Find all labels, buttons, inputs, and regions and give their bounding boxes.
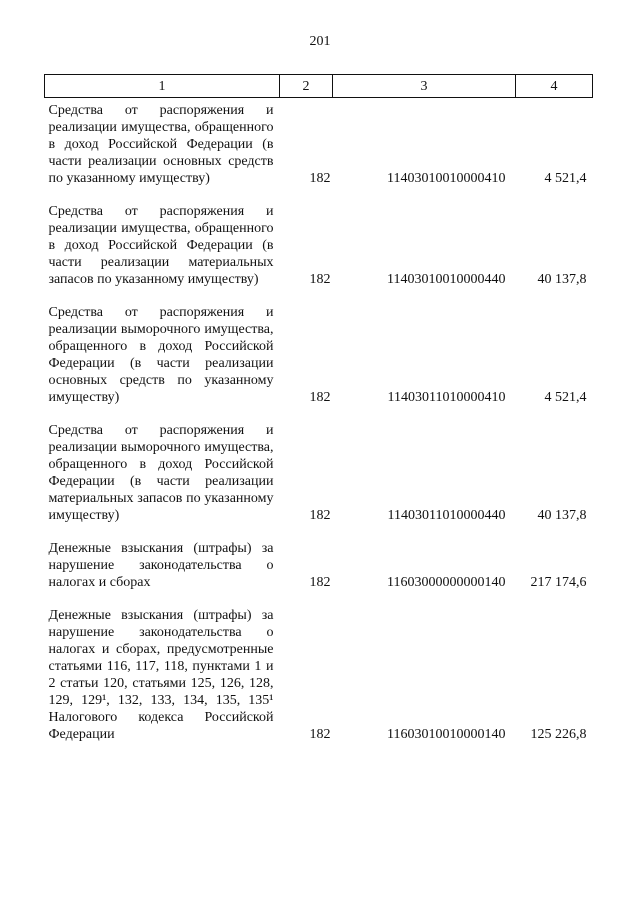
row-admin-code: 182 [309,727,331,742]
row-description: Денежные взыскания (штрафы) за нарушение законодательства о налогах и сборах, предусмотренные статьями 116, 117, 118, пунктами 1 и 2 статьи 120, статьями 125, 126, 128, 129, 129¹, 132, 133, 134, 135, 135¹ Налогового кодекса Российской Федерации [48,608,274,742]
row-kbk-code: 11603000000000140 [387,575,506,590]
row-admin-code: 182 [309,508,331,523]
row-amount: 4 521,4 [544,171,587,186]
page-number: 201 [309,34,331,49]
column-header-2: 2 [280,75,333,98]
table-header-row [45,75,593,98]
row-kbk-code: 11603010010000140 [387,727,506,742]
row-amount: 40 137,8 [537,508,587,523]
row-admin-code: 182 [309,390,331,405]
budget-revenue-table [44,74,593,759]
row-kbk-code: 11403010010000440 [387,272,506,287]
row-kbk-code: 11403011010000440 [387,508,506,523]
row-admin-code: 182 [309,575,331,590]
row-amount: 4 521,4 [544,390,587,405]
table-row [45,98,593,204]
row-amount: 40 137,8 [537,272,587,287]
table-row [45,422,593,540]
row-amount: 125 226,8 [530,727,587,742]
row-kbk-code: 11403010010000410 [387,171,506,186]
row-admin-code: 182 [309,272,331,287]
row-description: Средства от распоряжения и реализации выморочного имущества, обращенного в доход Российской Федерации (в части реализации материальных запасов по указанному имуществу) [48,423,274,523]
table-row [45,203,593,304]
row-kbk-code: 11403011010000410 [387,390,506,405]
table-row [45,607,593,759]
row-description: Средства от распоряжения и реализации имущества, обращенного в доход Российской Федерации (в части реализации материальных запасов по указанному имуществу) [48,204,274,287]
row-admin-code: 182 [309,171,331,186]
table-row [45,304,593,422]
column-header-3: 3 [333,75,516,98]
column-header-4: 4 [516,75,593,98]
row-description: Средства от распоряжения и реализации выморочного имущества, обращенного в доход Российской Федерации (в части реализации основных средств по указанному имуществу) [48,305,274,405]
row-amount: 217 174,6 [530,575,587,590]
row-description: Средства от распоряжения и реализации имущества, обращенного в доход Российской Федерации (в части реализации основных средств по указанному имуществу) [48,103,274,186]
column-header-1: 1 [45,75,280,98]
table-row [45,540,593,607]
row-description: Денежные взыскания (штрафы) за нарушение законодательства о налогах и сборах [48,541,274,590]
